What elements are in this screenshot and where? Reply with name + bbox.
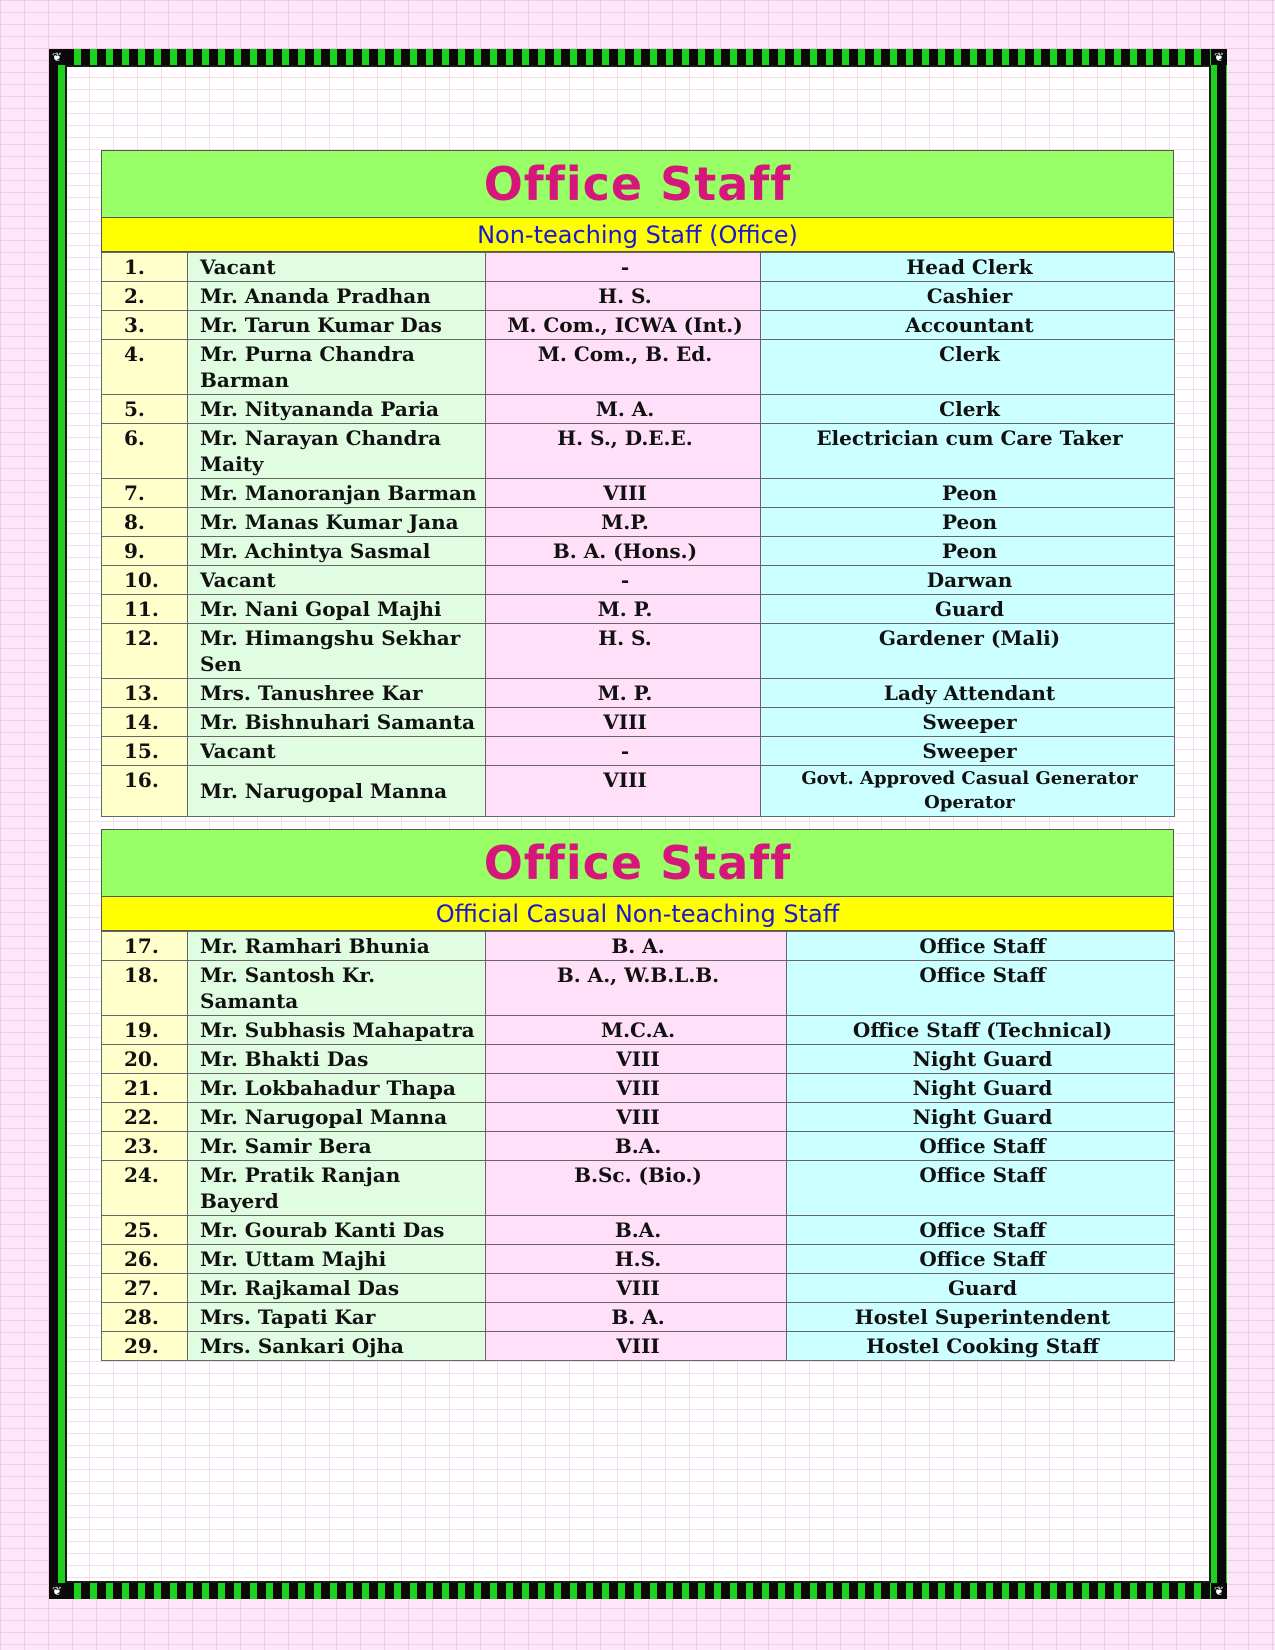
designation-cell: Clerk <box>761 395 1175 424</box>
designation-cell: Hostel Superintendent <box>787 1303 1175 1332</box>
designation-cell: Guard <box>761 595 1175 624</box>
table-row <box>102 766 1175 817</box>
table-row <box>102 1103 1175 1132</box>
name-cell: Mr. Manas Kumar Jana <box>188 508 486 537</box>
staff-table <box>101 931 1175 1361</box>
name-cell: Mr. Santosh Kr. Samanta <box>188 961 486 1016</box>
serial-number-cell: 1. <box>102 253 188 282</box>
qualification-cell: VIII <box>486 766 761 817</box>
serial-number-cell: 17. <box>102 932 188 961</box>
section-title: Office Staff <box>101 150 1174 217</box>
name-cell: Mr. Uttam Majhi <box>188 1245 486 1274</box>
name-cell: Mr. Narugopal Manna <box>188 1103 486 1132</box>
table-row <box>102 395 1175 424</box>
table-row <box>102 1245 1175 1274</box>
designation-cell: Accountant <box>761 311 1175 340</box>
table-row <box>102 311 1175 340</box>
name-cell: Mr. Rajkamal Das <box>188 1274 486 1303</box>
table-row <box>102 932 1175 961</box>
table-row <box>102 708 1175 737</box>
designation-cell: Office Staff <box>787 1132 1175 1161</box>
designation-cell: Night Guard <box>787 1045 1175 1074</box>
name-cell: Mr. Ananda Pradhan <box>188 282 486 311</box>
qualification-cell: M. Com., B. Ed. <box>486 340 761 395</box>
designation-cell: Govt. Approved Casual Generator Operator <box>761 766 1175 817</box>
staff-table-body <box>102 253 1175 817</box>
serial-number-cell: 14. <box>102 708 188 737</box>
corner-ornament-icon: ❦ <box>49 49 65 65</box>
table-row <box>102 340 1175 395</box>
qualification-cell: B. A. <box>486 1303 787 1332</box>
corner-ornament-icon: ❦ <box>1211 49 1227 65</box>
section-subtitle: Non-teaching Staff (Office) <box>101 217 1174 252</box>
name-cell: Mr. Lokbahadur Thapa <box>188 1074 486 1103</box>
designation-cell: Guard <box>787 1274 1175 1303</box>
qualification-cell: VIII <box>486 1274 787 1303</box>
corner-ornament-icon: ❦ <box>49 1583 65 1599</box>
table-row <box>102 1016 1175 1045</box>
designation-cell: Darwan <box>761 566 1175 595</box>
qualification-cell: B. A. <box>486 932 787 961</box>
designation-cell: Office Staff <box>787 1161 1175 1216</box>
serial-number-cell: 8. <box>102 508 188 537</box>
serial-number-cell: 4. <box>102 340 188 395</box>
serial-number-cell: 25. <box>102 1216 188 1245</box>
serial-number-cell: 12. <box>102 624 188 679</box>
qualification-cell: - <box>486 253 761 282</box>
designation-cell: Night Guard <box>787 1074 1175 1103</box>
serial-number-cell: 23. <box>102 1132 188 1161</box>
serial-number-cell: 27. <box>102 1274 188 1303</box>
name-cell: Mr. Nani Gopal Majhi <box>188 595 486 624</box>
casual-staff-section <box>101 829 1174 1361</box>
table-row <box>102 537 1175 566</box>
name-cell: Mr. Narugopal Manna <box>188 766 486 817</box>
table-row <box>102 737 1175 766</box>
qualification-cell: VIII <box>486 1103 787 1132</box>
qualification-cell: VIII <box>486 1045 787 1074</box>
serial-number-cell: 2. <box>102 282 188 311</box>
qualification-cell: M. Com., ICWA (Int.) <box>486 311 761 340</box>
serial-number-cell: 28. <box>102 1303 188 1332</box>
name-cell: Mr. Bishnuhari Samanta <box>188 708 486 737</box>
section-title: Office Staff <box>101 829 1174 896</box>
serial-number-cell: 24. <box>102 1161 188 1216</box>
qualification-cell: B. A., W.B.L.B. <box>486 961 787 1016</box>
designation-cell: Office Staff <box>787 1216 1175 1245</box>
serial-number-cell: 10. <box>102 566 188 595</box>
table-row <box>102 566 1175 595</box>
table-row <box>102 624 1175 679</box>
name-cell: Mr. Achintya Sasmal <box>188 537 486 566</box>
table-row <box>102 595 1175 624</box>
name-cell: Mr. Himangshu Sekhar Sen <box>188 624 486 679</box>
table-row <box>102 508 1175 537</box>
qualification-cell: M. P. <box>486 595 761 624</box>
name-cell: Mr. Nityananda Paria <box>188 395 486 424</box>
qualification-cell: H. S. <box>486 624 761 679</box>
serial-number-cell: 21. <box>102 1074 188 1103</box>
name-cell: Mrs. Tanushree Kar <box>188 679 486 708</box>
name-cell: Mrs. Sankari Ojha <box>188 1332 486 1361</box>
designation-cell: Gardener (Mali) <box>761 624 1175 679</box>
serial-number-cell: 18. <box>102 961 188 1016</box>
designation-cell: Peon <box>761 508 1175 537</box>
table-row <box>102 479 1175 508</box>
serial-number-cell: 16. <box>102 766 188 817</box>
qualification-cell: - <box>486 566 761 595</box>
designation-cell: Hostel Cooking Staff <box>787 1332 1175 1361</box>
designation-cell: Clerk <box>761 340 1175 395</box>
section-subtitle: Official Casual Non-teaching Staff <box>101 896 1174 931</box>
table-row <box>102 961 1175 1016</box>
designation-cell: Sweeper <box>761 737 1175 766</box>
serial-number-cell: 11. <box>102 595 188 624</box>
serial-number-cell: 20. <box>102 1045 188 1074</box>
serial-number-cell: 22. <box>102 1103 188 1132</box>
designation-cell: Office Staff <box>787 932 1175 961</box>
qualification-cell: M. P. <box>486 679 761 708</box>
qualification-cell: VIII <box>486 708 761 737</box>
qualification-cell: B. A. (Hons.) <box>486 537 761 566</box>
qualification-cell: M.C.A. <box>486 1016 787 1045</box>
serial-number-cell: 9. <box>102 537 188 566</box>
qualification-cell: VIII <box>486 479 761 508</box>
table-row <box>102 1161 1175 1216</box>
serial-number-cell: 15. <box>102 737 188 766</box>
name-cell: Vacant <box>188 737 486 766</box>
name-cell: Mr. Tarun Kumar Das <box>188 311 486 340</box>
name-cell: Mr. Pratik Ranjan Bayerd <box>188 1161 486 1216</box>
name-cell: Mr. Gourab Kanti Das <box>188 1216 486 1245</box>
table-row <box>102 1045 1175 1074</box>
table-row <box>102 1216 1175 1245</box>
staff-table <box>101 252 1175 817</box>
qualification-cell: B.A. <box>486 1132 787 1161</box>
serial-number-cell: 3. <box>102 311 188 340</box>
non-teaching-staff-section <box>101 150 1174 817</box>
name-cell: Mrs. Tapati Kar <box>188 1303 486 1332</box>
table-row <box>102 1274 1175 1303</box>
table-row <box>102 424 1175 479</box>
table-row <box>102 1132 1175 1161</box>
qualification-cell: M. A. <box>486 395 761 424</box>
qualification-cell: VIII <box>486 1332 787 1361</box>
qualification-cell: H. S., D.E.E. <box>486 424 761 479</box>
serial-number-cell: 19. <box>102 1016 188 1045</box>
serial-number-cell: 29. <box>102 1332 188 1361</box>
qualification-cell: VIII <box>486 1074 787 1103</box>
designation-cell: Head Clerk <box>761 253 1175 282</box>
table-row <box>102 282 1175 311</box>
serial-number-cell: 5. <box>102 395 188 424</box>
serial-number-cell: 13. <box>102 679 188 708</box>
name-cell: Mr. Manoranjan Barman <box>188 479 486 508</box>
qualification-cell: H. S. <box>486 282 761 311</box>
serial-number-cell: 6. <box>102 424 188 479</box>
name-cell: Mr. Subhasis Mahapatra <box>188 1016 486 1045</box>
qualification-cell: M.P. <box>486 508 761 537</box>
table-row <box>102 679 1175 708</box>
designation-cell: Office Staff <box>787 1245 1175 1274</box>
serial-number-cell: 26. <box>102 1245 188 1274</box>
table-row <box>102 1332 1175 1361</box>
name-cell: Mr. Purna Chandra Barman <box>188 340 486 395</box>
designation-cell: Lady Attendant <box>761 679 1175 708</box>
designation-cell: Electrician cum Care Taker <box>761 424 1175 479</box>
designation-cell: Peon <box>761 537 1175 566</box>
name-cell: Vacant <box>188 566 486 595</box>
table-row <box>102 1303 1175 1332</box>
table-row <box>102 253 1175 282</box>
qualification-cell: H.S. <box>486 1245 787 1274</box>
designation-cell: Office Staff (Technical) <box>787 1016 1175 1045</box>
designation-cell: Night Guard <box>787 1103 1175 1132</box>
designation-cell: Office Staff <box>787 961 1175 1016</box>
serial-number-cell: 7. <box>102 479 188 508</box>
name-cell: Mr. Samir Bera <box>188 1132 486 1161</box>
qualification-cell: - <box>486 737 761 766</box>
name-cell: Vacant <box>188 253 486 282</box>
name-cell: Mr. Narayan Chandra Maity <box>188 424 486 479</box>
staff-table-body <box>102 932 1175 1361</box>
designation-cell: Peon <box>761 479 1175 508</box>
qualification-cell: B.Sc. (Bio.) <box>486 1161 787 1216</box>
designation-cell: Sweeper <box>761 708 1175 737</box>
corner-ornament-icon: ❦ <box>1211 1583 1227 1599</box>
table-row <box>102 1074 1175 1103</box>
name-cell: Mr. Ramhari Bhunia <box>188 932 486 961</box>
name-cell: Mr. Bhakti Das <box>188 1045 486 1074</box>
qualification-cell: B.A. <box>486 1216 787 1245</box>
designation-cell: Cashier <box>761 282 1175 311</box>
